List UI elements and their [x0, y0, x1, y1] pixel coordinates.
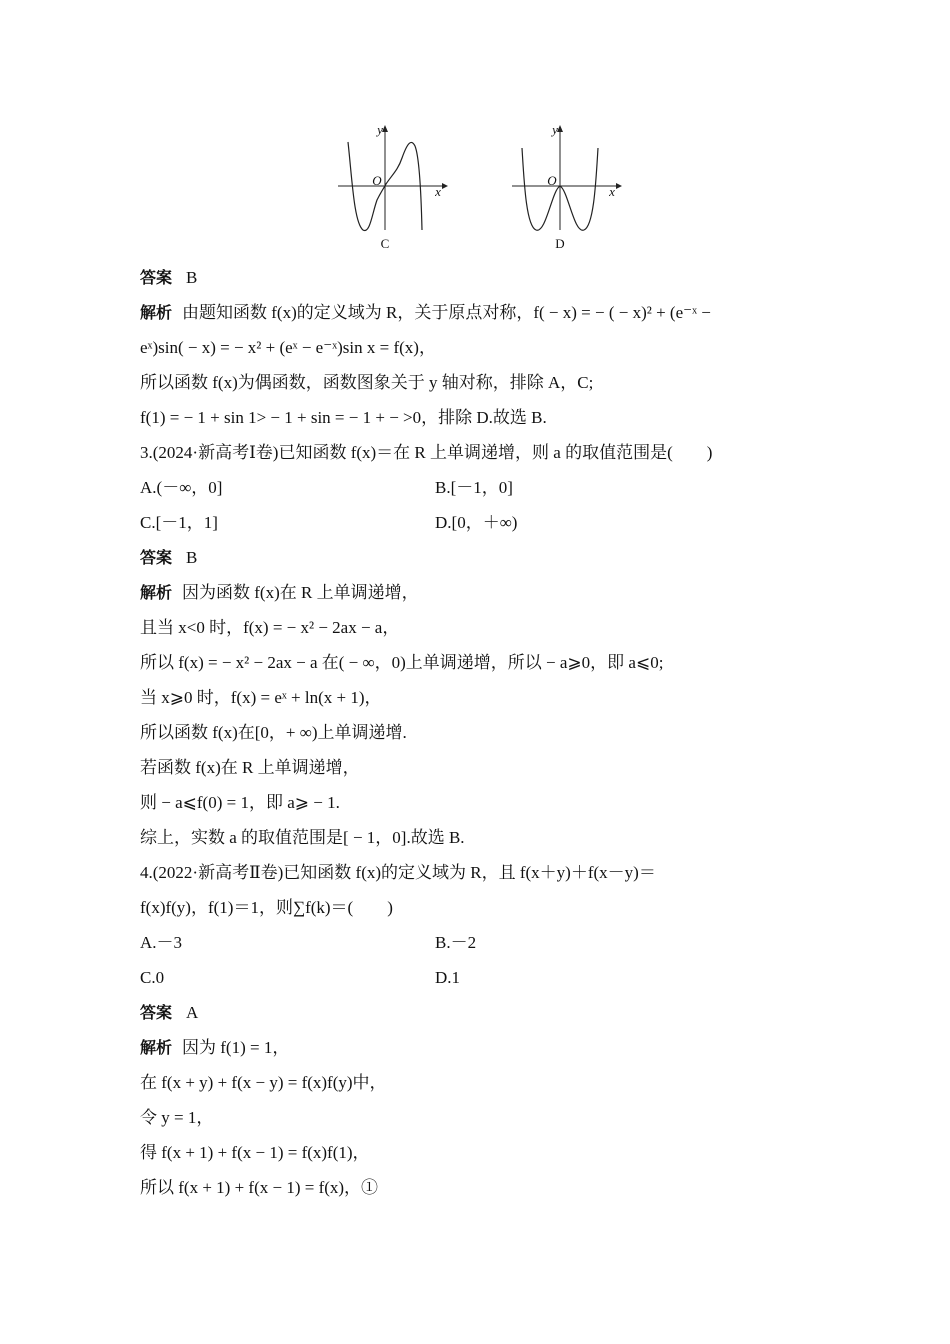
- q3-options-row-1: [140, 471, 820, 505]
- q4-analysis-label: 解析: [140, 1038, 173, 1057]
- q3-answer: [140, 541, 820, 575]
- q4-analysis-line-4: 得 f(x + 1) + f(x − 1) = f(x)f(1)，: [140, 1143, 370, 1162]
- q3-analysis-line-4: 当 x⩾0 时，f(x) = eˣ + ln(x + 1)，: [140, 688, 382, 707]
- q3-answer-value: B: [186, 548, 198, 567]
- graph-d: [506, 118, 626, 251]
- q3-analysis-line-5: 所以函数 f(x)在[0，+ ∞)上单调递增.: [140, 723, 407, 742]
- q3-options-row-2: [140, 506, 820, 540]
- q3-analysis-label: 解析: [140, 583, 173, 602]
- q3-analysis-text: 因为函数 f(x)在 R 上单调递增，: [182, 583, 419, 602]
- q4-analysis-line-1: [140, 1031, 820, 1065]
- graph-d-x-label: x: [609, 184, 615, 199]
- q2-analysis-label: 解析: [140, 303, 173, 322]
- graph-c-plot: [332, 118, 452, 236]
- q2-analysis-text: 由题知函数 f(x)的定义域为 R，关于原点对称，f( − x) = − ( − x)² + (e⁻ˣ −: [182, 303, 711, 322]
- q2-analysis-line-3: 所以函数 f(x)为偶函数，函数图象关于 y 轴对称，排除 A，C;: [140, 373, 594, 392]
- graph-d-plot: [506, 118, 626, 236]
- graph-c: [332, 118, 452, 251]
- q4-option-b: B.－2: [435, 933, 477, 952]
- q3-option-c: C.[－1，1]: [140, 513, 218, 532]
- graph-d-y-label: y: [552, 122, 558, 137]
- q3-analysis-line-7: 则 − a⩽f(0) = 1，即 a⩾ − 1.: [140, 793, 340, 812]
- q3-answer-label: 答案: [140, 548, 173, 567]
- q3-analysis-line-3: 所以 f(x) = − x² − 2ax − a 在( − ∞，0)上单调递增，所以 − a⩾0，即 a⩽0;: [140, 653, 664, 672]
- q3-analysis-line-8: 综上，实数 a 的取值范围是[ − 1，0].故选 B.: [140, 828, 465, 847]
- q2-analysis-line-4: f(1) = − 1 + sin 1> − 1 + sin = − 1 + − >0，排除 D.故选 B.: [140, 408, 547, 427]
- q4-answer-value: A: [186, 1003, 199, 1022]
- q2-answer: [140, 261, 820, 295]
- q4-options-row-2: [140, 961, 820, 995]
- q4-option-d: D.1: [435, 968, 461, 987]
- q2-analysis-line-1: [140, 296, 820, 330]
- graph-c-y-label: y: [377, 122, 383, 137]
- q4-analysis-text: 因为 f(1) = 1，: [182, 1038, 290, 1057]
- graph-d-origin-label: O: [547, 173, 557, 188]
- q4-option-c: C.0: [140, 968, 165, 987]
- q3-analysis-line-6: 若函数 f(x)在 R 上单调递增，: [140, 758, 360, 777]
- graph-c-origin-label: O: [372, 173, 382, 188]
- q4-analysis-line-2: 在 f(x + y) + f(x − y) = f(x)f(y)中，: [140, 1073, 387, 1092]
- q4-analysis-line-5: 所以 f(x + 1) + f(x − 1) = f(x)，①: [140, 1178, 379, 1197]
- q4-answer: [140, 996, 820, 1030]
- q4-stem-line-2: f(x)f(y)，f(1)＝1，则∑f(k)＝( ): [140, 898, 393, 917]
- q2-answer-value: B: [186, 268, 198, 287]
- q4-option-a: A.－3: [140, 933, 183, 952]
- q3-analysis-line-1: [140, 576, 820, 610]
- q3-option-b: B.[－1，0]: [435, 478, 513, 497]
- q3-stem: 3.(2024·新高考Ⅰ卷)已知函数 f(x)＝在 R 上单调递增，则 a 的取值范围是( ): [140, 443, 713, 462]
- q4-options-row-1: [140, 926, 820, 960]
- q4-stem-line-1: 4.(2022·新高考Ⅱ卷)已知函数 f(x)的定义域为 R，且 f(x＋y)＋f(x－y)＝: [140, 863, 656, 882]
- q3-analysis-line-2: 且当 x<0 时，f(x) = − x² − 2ax − a，: [140, 618, 400, 637]
- graph-c-caption: C: [380, 236, 390, 251]
- q2-answer-label: 答案: [140, 268, 173, 287]
- q3-option-d: D.[0，＋∞): [435, 513, 518, 532]
- q2-analysis-line-2: eˣ)sin( − x) = − x² + (eˣ − e⁻ˣ)sin x = f(x)，: [140, 338, 436, 357]
- graph-d-caption: D: [555, 236, 565, 251]
- q4-answer-label: 答案: [140, 1003, 173, 1022]
- q3-option-a: A.(－∞，0]: [140, 478, 223, 497]
- q4-analysis-line-3: 令 y = 1，: [140, 1108, 214, 1127]
- graph-c-x-label: x: [435, 184, 441, 199]
